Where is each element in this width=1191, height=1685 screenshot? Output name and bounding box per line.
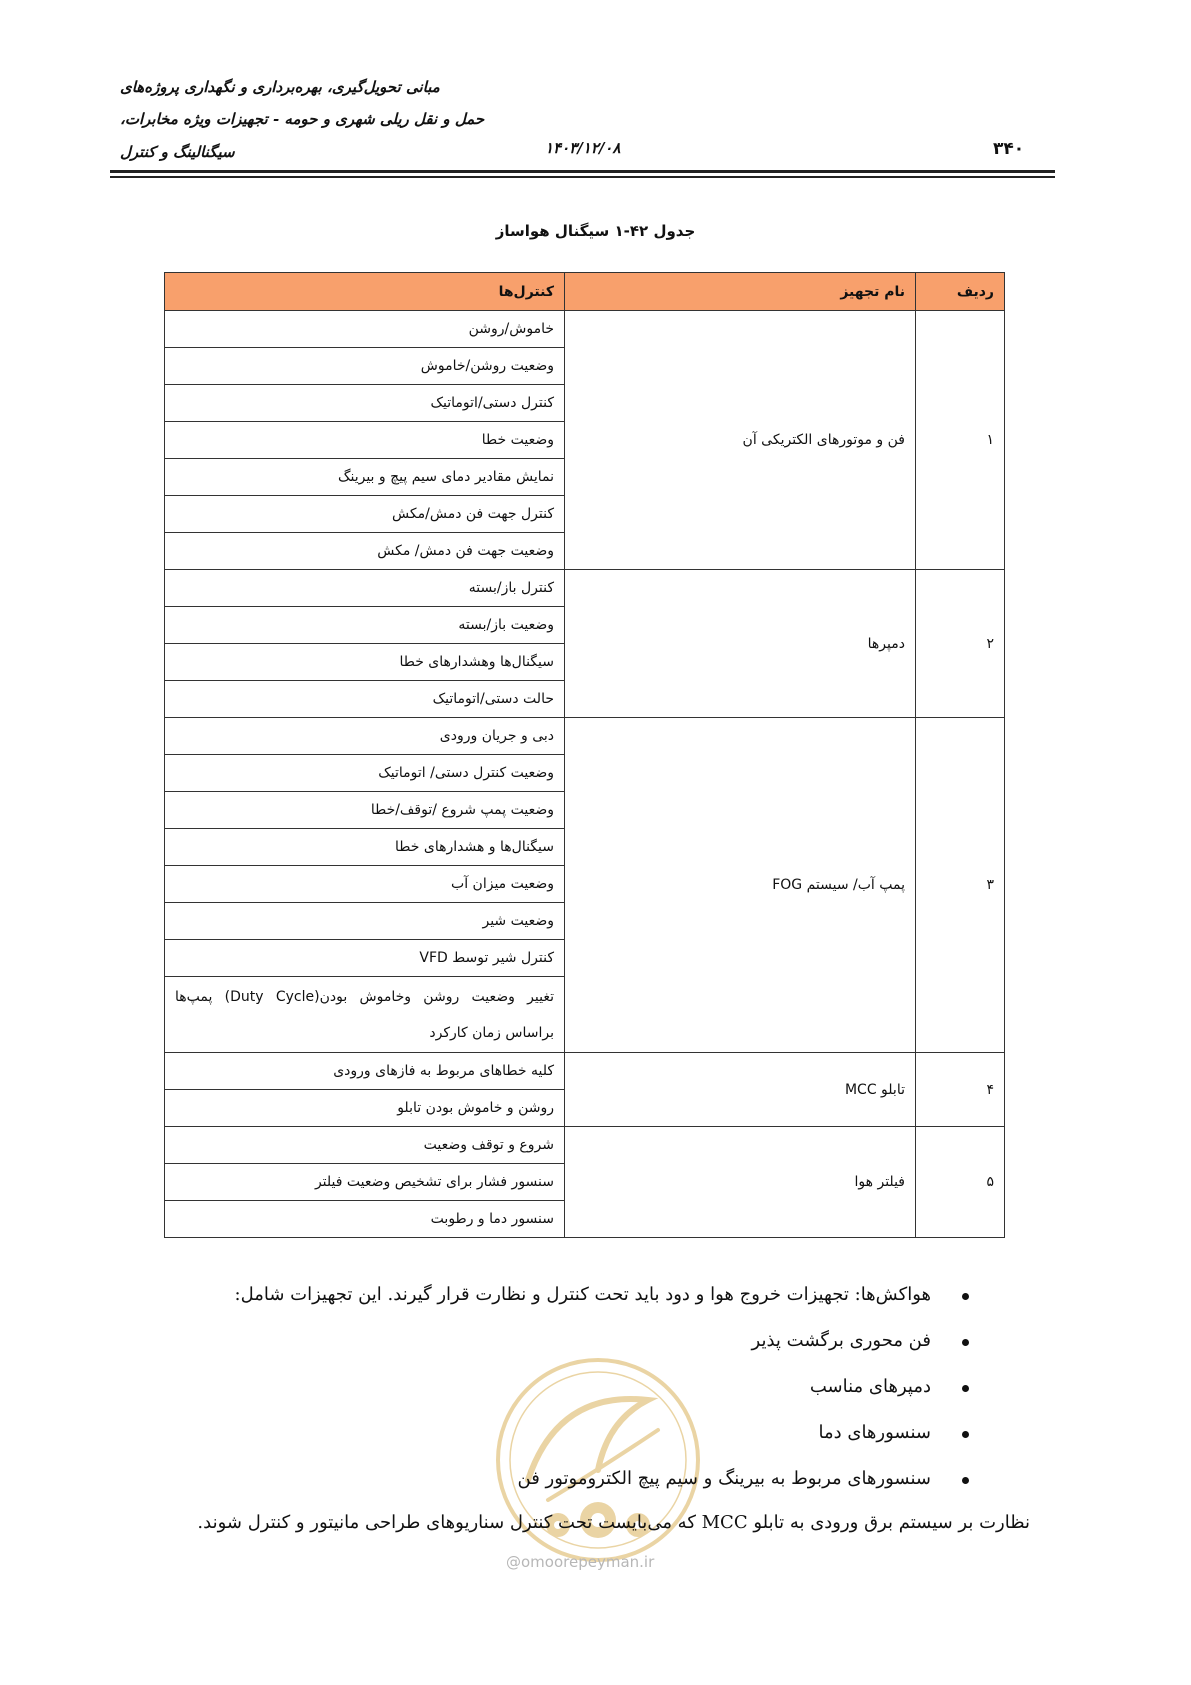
control-cell: سیگنال‌ها و هشدارهای خطا — [165, 829, 565, 866]
control-cell: وضعیت خطا — [165, 422, 565, 459]
header-date: ۱۴۰۳/۱۲/۰۸ — [545, 139, 621, 157]
control-cell: دبی و جریان ورودی — [165, 718, 565, 755]
control-cell: نمایش مقادیر دمای سیم پیچ و بیرینگ — [165, 459, 565, 496]
control-cell: وضعیت باز/بسته — [165, 607, 565, 644]
control-cell: شروع و توقف وضعیت — [165, 1127, 565, 1164]
row-number: ۳ — [916, 718, 1005, 1053]
row-number: ۱ — [916, 311, 1005, 570]
row-number: ۵ — [916, 1127, 1005, 1238]
header-title-line-2: حمل و نقل ریلی شهری و حومه - تجهیزات ویژه مخابرات، — [120, 110, 485, 128]
equipment-name: فن و موتورهای الکتریکی آن — [565, 311, 916, 570]
table-row — [165, 1053, 1005, 1090]
bullet-list — [149, 1277, 969, 1507]
control-cell: کنترل دستی/اتوماتیک — [165, 385, 565, 422]
header-rule-thin — [110, 176, 1055, 178]
header-title-line-1: مبانی تحویل‌گیری، بهره‌برداری و نگهداری پروژه‌های — [120, 78, 440, 96]
control-cell: کنترل جهت فن دمش/مکش — [165, 496, 565, 533]
watermark-url: @omoorepeyman.ir — [506, 1553, 655, 1571]
control-cell: حالت دستی/اتوماتیک — [165, 681, 565, 718]
list-item-text: فن محوری برگشت پذیر — [751, 1330, 931, 1351]
header-controls: کنترل‌ها — [165, 273, 565, 311]
list-item — [149, 1461, 969, 1507]
control-cell: وضعیت میزان آب — [165, 866, 565, 903]
list-item-text: هواکش‌ها: تجهیزات خروج هوا و دود باید تحت کنترل و نظارت قرار گیرند. این تجهیزات شامل: — [234, 1284, 931, 1305]
control-cell: سنسور دما و رطوبت — [165, 1201, 565, 1238]
control-cell: سیگنال‌ها وهشدارهای خطا — [165, 644, 565, 681]
air-handler-signal-table — [164, 272, 1005, 1238]
control-cell: وضعیت شیر — [165, 903, 565, 940]
table-header-row — [165, 273, 1005, 311]
row-number: ۲ — [916, 570, 1005, 718]
table-row — [165, 718, 1005, 755]
equipment-name: دمپرها — [565, 570, 916, 718]
control-cell: کلیه خطاهای مربوط به فازهای ورودی — [165, 1053, 565, 1090]
control-cell: سنسور فشار برای تشخیص وضعیت فیلتر — [165, 1164, 565, 1201]
table-row — [165, 1127, 1005, 1164]
bullet-dot-icon — [962, 1477, 969, 1484]
bullet-dot-icon — [962, 1293, 969, 1300]
control-cell: وضعیت جهت فن دمش/ مکش — [165, 533, 565, 570]
equipment-name: تابلو MCC — [565, 1053, 916, 1127]
list-item — [149, 1369, 969, 1415]
header-title-line-3: سیگنالینگ و کنترل — [120, 143, 235, 161]
body-paragraph: نظارت بر سیستم برق ورودی به تابلو MCC که می‌بایست تحت کنترل سناریوهای طراحی مانیتور و کنترل شوند. — [197, 1512, 1030, 1533]
row-number: ۴ — [916, 1053, 1005, 1127]
list-item — [149, 1277, 969, 1323]
list-item-text: سنسورهای دما — [818, 1422, 931, 1443]
page-number: ۳۴۰ — [993, 139, 1025, 159]
equipment-name: پمپ آب/ سیستم FOG — [565, 718, 916, 1053]
list-item — [149, 1323, 969, 1369]
bullet-dot-icon — [962, 1339, 969, 1346]
header-rule-thick — [110, 170, 1055, 173]
table-row — [165, 570, 1005, 607]
bullet-dot-icon — [962, 1385, 969, 1392]
control-cell: کنترل باز/بسته — [165, 570, 565, 607]
control-cell: وضعیت روشن/خاموش — [165, 348, 565, 385]
control-cell: خاموش/روشن — [165, 311, 565, 348]
table-row — [165, 311, 1005, 348]
equipment-name: فیلتر هوا — [565, 1127, 916, 1238]
table-caption: جدول ۴۲-۱ سیگنال هواساز — [495, 222, 696, 240]
header-equipment-name: نام تجهیز — [565, 273, 916, 311]
control-cell: وضعیت پمپ شروع /توقف/خطا — [165, 792, 565, 829]
list-item-text: سنسورهای مربوط به بیرینگ و سیم پیچ الکتروموتور فن — [517, 1468, 931, 1489]
control-cell: کنترل شیر توسط VFD — [165, 940, 565, 977]
control-cell: روشن و خاموش بودن تابلو — [165, 1090, 565, 1127]
list-item — [149, 1415, 969, 1461]
control-cell: وضعیت کنترل دستی/ اتوماتیک — [165, 755, 565, 792]
list-item-text: دمپرهای مناسب — [809, 1376, 931, 1397]
bullet-dot-icon — [962, 1431, 969, 1438]
control-cell-wrapped: تغییر وضعیت روشن وخاموش بودن(Duty Cycle) پمپ‌ها براساس زمان کارکرد — [165, 977, 565, 1053]
header-row-number: ردیف — [916, 273, 1005, 311]
